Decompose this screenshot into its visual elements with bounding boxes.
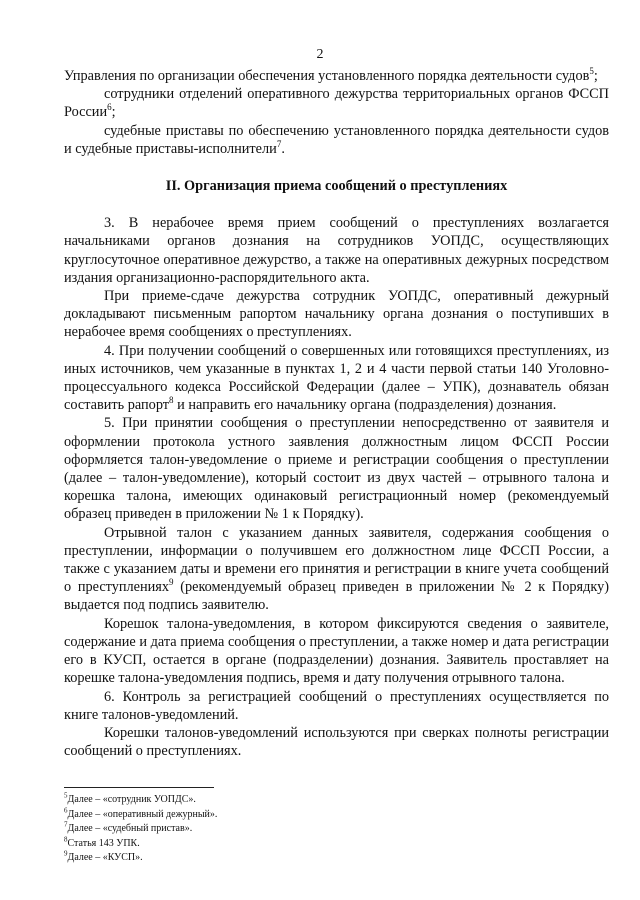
footnote-ref: 9 [169, 577, 174, 588]
paragraph-5-cont: Отрывной талон с указанием данных заявителя, содержания сообщения о преступлении, информации о получившем его должностном лице ФССП России, а также с указанием даты и времени его принятия и регистрации в книге учета сообщений о преступлениях$^9$ (рекомендуемый образец приведен в приложении № 2 к Порядку) выдается под подпись заявителю. [64, 524, 609, 614]
paragraph-6-cont: Корешки талонов-уведомлений используются при сверках полноты регистрации сообщений о преступлениях. [64, 724, 609, 760]
footnote: $^9$Далее – «КУСП». [64, 850, 143, 864]
footnote: $^8$Статья 143 УПК. [64, 835, 140, 849]
footnote-ref: 7 [276, 139, 282, 150]
page-number: 2 [316, 47, 324, 62]
paragraph-5-cont-2: Корешок талона-уведомления, в котором фиксируются сведения о заявителе, содержание и дата приема сообщения о преступлении, а также номер и дата регистрации его в КУСП, остается в органе (подразделении) дознания. Заявитель проставляет на корешке талона-уведомления подпись, время и дату получения отрывного талона. [64, 615, 609, 687]
footnote: $^7$Далее – «судебный пристав». [64, 820, 193, 835]
footnote-divider [64, 787, 214, 788]
footnotes [64, 793, 464, 866]
document-body [64, 67, 609, 760]
footnote: $^5$Далее – «сотрудник УОПДС». [64, 791, 196, 805]
list-item: Управления по организации обеспечения установленного порядка деятельности судов$^5$; [64, 66, 598, 84]
section-heading: II. Организация приема сообщений о преступлениях [165, 178, 508, 195]
footnote-ref: 6 [107, 102, 112, 113]
paragraph-4: 4. При получении сообщений о совершенных или готовящихся преступлениях, из иных источников, чем указанные в пунктах 1, 2 и 4 части первой статьи 140 Уголовно-процессуального кодекса Российской Федерации (далее – УПК), дознаватель обязан составить рапорт$^8$ и направить его начальнику органа (подразделения) дознания. [64, 342, 609, 414]
list-item: сотрудники отделений оперативного дежурства территориальных органов ФССП России$^6$; [64, 86, 609, 121]
paragraph-6: 6. Контроль за регистрацией сообщений о преступлениях осуществляется по книге талонов-уведомлений. [64, 688, 609, 723]
paragraph-3-cont: При приеме-сдаче дежурства сотрудник УОПДС, оперативный дежурный докладывают письменным рапортом начальнику органа дознания о поступивших в нерабочее время сообщениях о преступлениях. [64, 288, 609, 341]
footnote-ref: 8 [169, 395, 174, 406]
list-item: судебные приставы по обеспечению установленного порядка деятельности судов и судебные приставы-исполнители$^7$. [64, 122, 609, 157]
footnote-ref: 5 [589, 66, 594, 77]
footnote: $^6$Далее – «оперативный дежурный». [64, 806, 218, 820]
paragraph-5: 5. При принятии сообщения о преступлении непосредственно от заявителя и оформлении протокола устного заявления должностным лицом ФССП России оформляется талон-уведомление о приеме и регистрации сообщения о преступлении (далее – талон-уведомление), который состоит из двух частей – отрывного талона и корешка талона, имеющих одинаковый регистрационный номер (рекомендуемый образец приведен в приложении № 1 к Порядку). [64, 415, 609, 523]
paragraph-3: 3. В нерабочее время прием сообщений о преступлениях возлагается начальниками органов дознания на сотрудников УОПДС, осуществляющих круглосуточное оперативное дежурство, а также на оперативных дежурных посредством издания организационно-распорядительного акта. [64, 215, 609, 286]
